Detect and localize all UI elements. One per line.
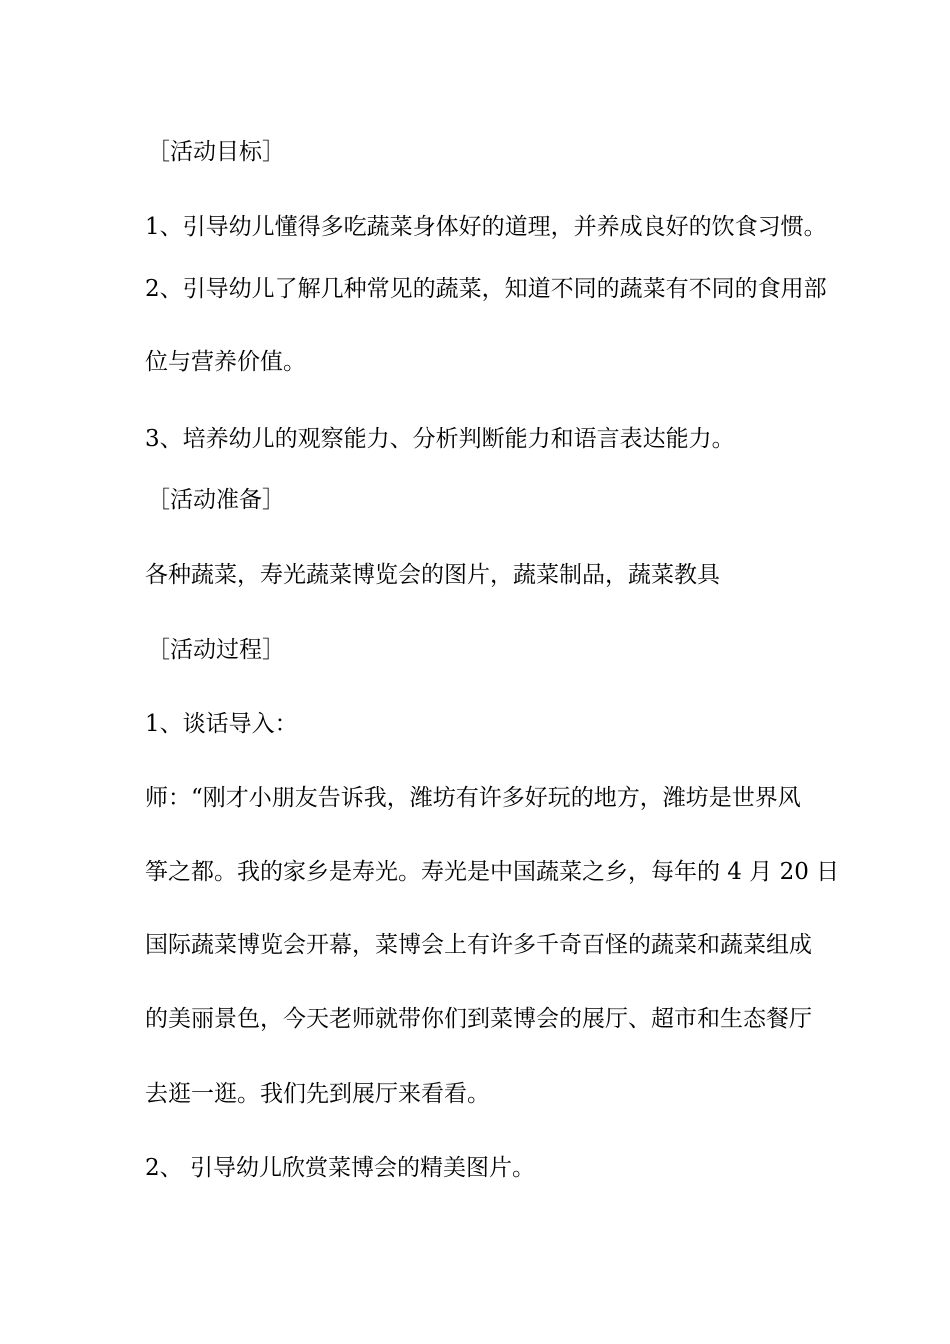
heading-activity-goals: ［活动目标］ — [147, 139, 285, 165]
goal-item-1: 1、引导幼儿懂得多吃蔬菜身体好的道理，并养成良好的饮食习惯。 — [145, 214, 827, 240]
goal-item-3: 3、培养幼儿的观察能力、分析判断能力和语言表达能力。 — [145, 426, 735, 452]
teacher-talk-line-3: 国际蔬菜博览会开幕，菜博会上有许多千奇百怪的蔬菜和蔬菜组成 — [145, 932, 812, 958]
teacher-talk-line-5: 去逛一逛。我们先到展厅来看看。 — [145, 1081, 490, 1107]
goal-item-2-line-1: 2、引导幼儿了解几种常见的蔬菜，知道不同的蔬菜有不同的食用部 — [145, 276, 827, 302]
heading-activity-preparation: ［活动准备］ — [147, 487, 285, 513]
teacher-talk-line-4: 的美丽景色，今天老师就带你们到菜博会的展厅、超市和生态餐厅 — [145, 1006, 812, 1032]
heading-activity-process: ［活动过程］ — [147, 637, 285, 663]
teacher-talk-line-2: 筝之都。我的家乡是寿光。寿光是中国蔬菜之乡，每年的 4 月 20 日 — [145, 859, 840, 885]
process-step-1: 1、谈话导入： — [145, 711, 298, 737]
process-step-2: 2、 引导幼儿欣赏菜博会的精美图片。 — [145, 1155, 535, 1181]
goal-item-2-line-2: 位与营养价值。 — [145, 349, 306, 375]
teacher-talk-line-1: 师：“刚才小朋友告诉我，潍坊有许多好玩的地方，潍坊是世界风 — [145, 785, 801, 811]
preparation-text: 各种蔬菜，寿光蔬菜博览会的图片，蔬菜制品，蔬菜教具 — [145, 562, 720, 588]
